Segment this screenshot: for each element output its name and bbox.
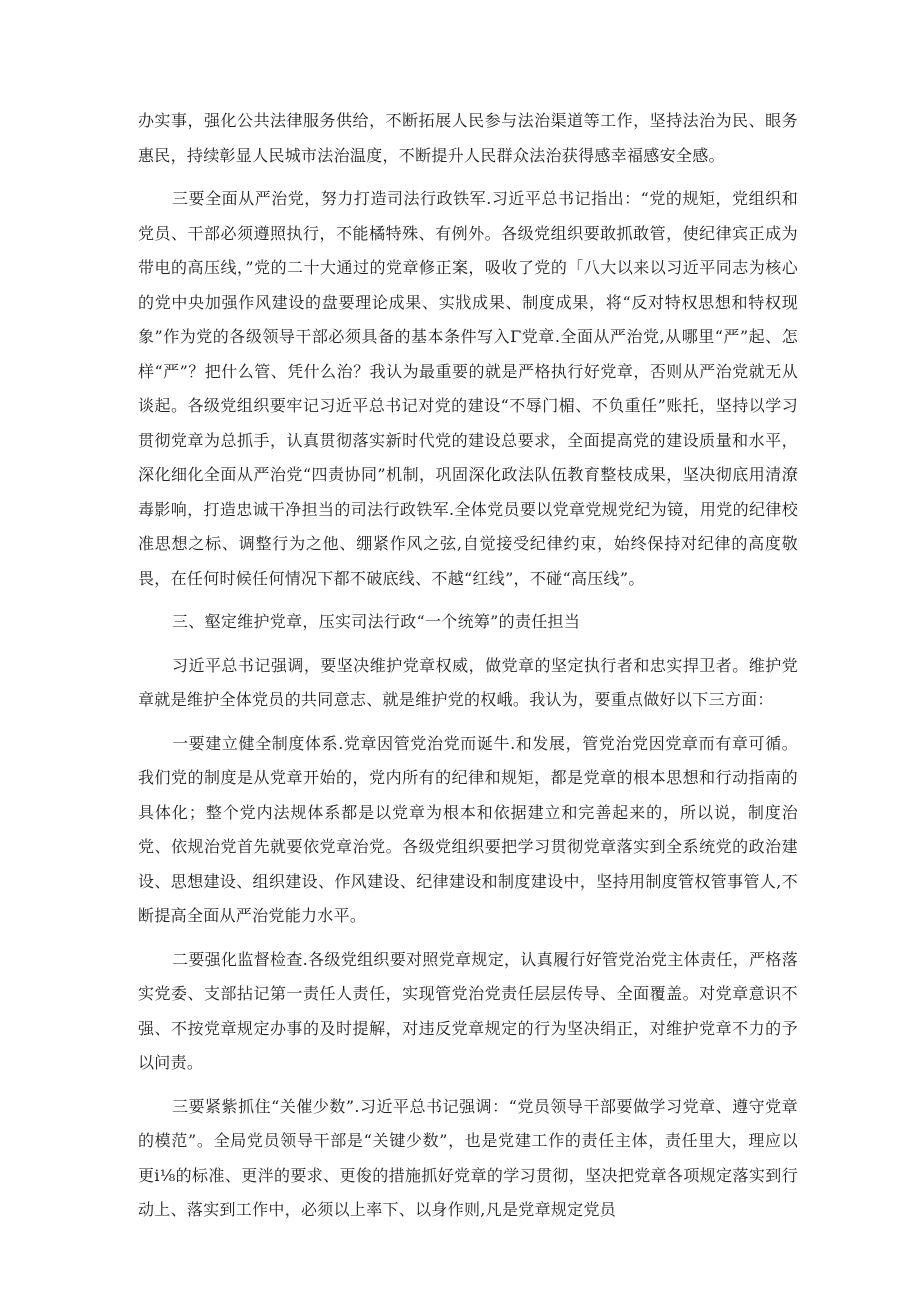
paragraph-supervision: 二要强化监督检查.各级党组织要对照党章规定，认真履行好管党治党主体责任，严格落实党委、支部拈记第一责任人责任，实现管党治党责任层层传导、全面覆盖。对党章意识不强、不按党章规定办事的及时提解，对违反党章规定的行为坚决绢正，对维护党章不力的予以问责。 [138, 949, 798, 1072]
paragraph-continuation: 办实事，强化公共法律服务供给，不断拓展人民参与法治渠道等工作，坚持法治为民、眼务惠民，持续彰显人民城市法治温度，不断提升人民群众法治获得感幸福感安全感。 [138, 111, 798, 165]
paragraph-section-three-intro: 习近平总书记强调，要坚决维护党章权威，做党章的坚定执行者和忠实捍卫者。维护党章就是维护全体党员的共同意志、就是维护党的权峨。我认为，要重点做好以下三方面： [138, 655, 798, 709]
paragraph-strict-party-governance: 三要全面从严治党，努力打造司法行政铁军.习近平总书记指出：“党的规矩，党组织和党员、干部必须遵照执行，不能橘特殊、有例外。各级党组织要敢抓敢管，使纪律宾正成为带电的高压线，”党的二十大通过的党章修正案，吸收了党的「八大以来以习近平同志为核心的党中央加强作风建设的盘要理论成果、实戕成果、制度成果，将“反对特权思想和特权现象”作为党的各级领导干部必须具备的基本条件写入Γ党章.全面从严治党,从哪里“严”起、怎样“严”？把什么管、凭什么治？我认为最重要的就是严格执行好党章，否则从严治党就无从谈起。各级党组织要牢记习近平总书记对党的建设“不辱门楣、不负重任”账托，坚持以学习贯彻党章为总抓手，认真贯彻落实新时代党的建设总要求，全面提高党的建设质量和水平，深化细化全面从严治党“四责协同”机制，巩固深化政法队伍教育整枝成果，坚决彻底用清潦毒影响，打造忠诚干净担当的司法行政铁军.全体党员要以党章党规党纪为镜，用党的纪律校准思想之标、调整行为之他、绷紧作风之弦,自觉接受纪律约束，始终保持对纪律的高度敬畏，在任何时候任何情况下都不破底线、不越“红线”，不碰“高压线”。 [138, 189, 798, 588]
section-heading-three: 三、壑定维护党章，压实司法行政“一个统筹”的责任担当 [172, 612, 581, 631]
paragraph-key-minority: 三要紧紫抓住“关催少数”.习近平总书记强调：“党员领导干部要做学习党章、遵守党章的模范”。全局党员领导干部是“关键少数”，也是党建工作的责任主体，责任里大，理应以更i⅛的标准、更泮的要求、更俊的措施抓好党章的学习贯彻，坚决把党章各项规定落实到行动上、落实到工作中，必须以上率下、以身作则,凡是党章规定党员 [138, 1096, 798, 1219]
document-page [138, 104, 798, 1237]
paragraph-system-building: 一要建立健全制度体系.党章因管党治党而诞牛.和发展，管党治党因党章而有章可循。我们党的制度是从党章开始的，党内所有的纪律和规矩，都是党章的根本思想和行动指南的具体化；整个党内法规体系都是以党章为根本和依据建立和完善起来的，所以说，制度治党、依规治党首先就要依党章治党。各级党组织要把学习贯彻党章落实到全系统党的政治建设、思想建设、组织建设、作风建设、纪律建设和制度建设中，坚持用制度管权管事管人,不断提高全面从严治党能力水平。 [138, 733, 798, 925]
